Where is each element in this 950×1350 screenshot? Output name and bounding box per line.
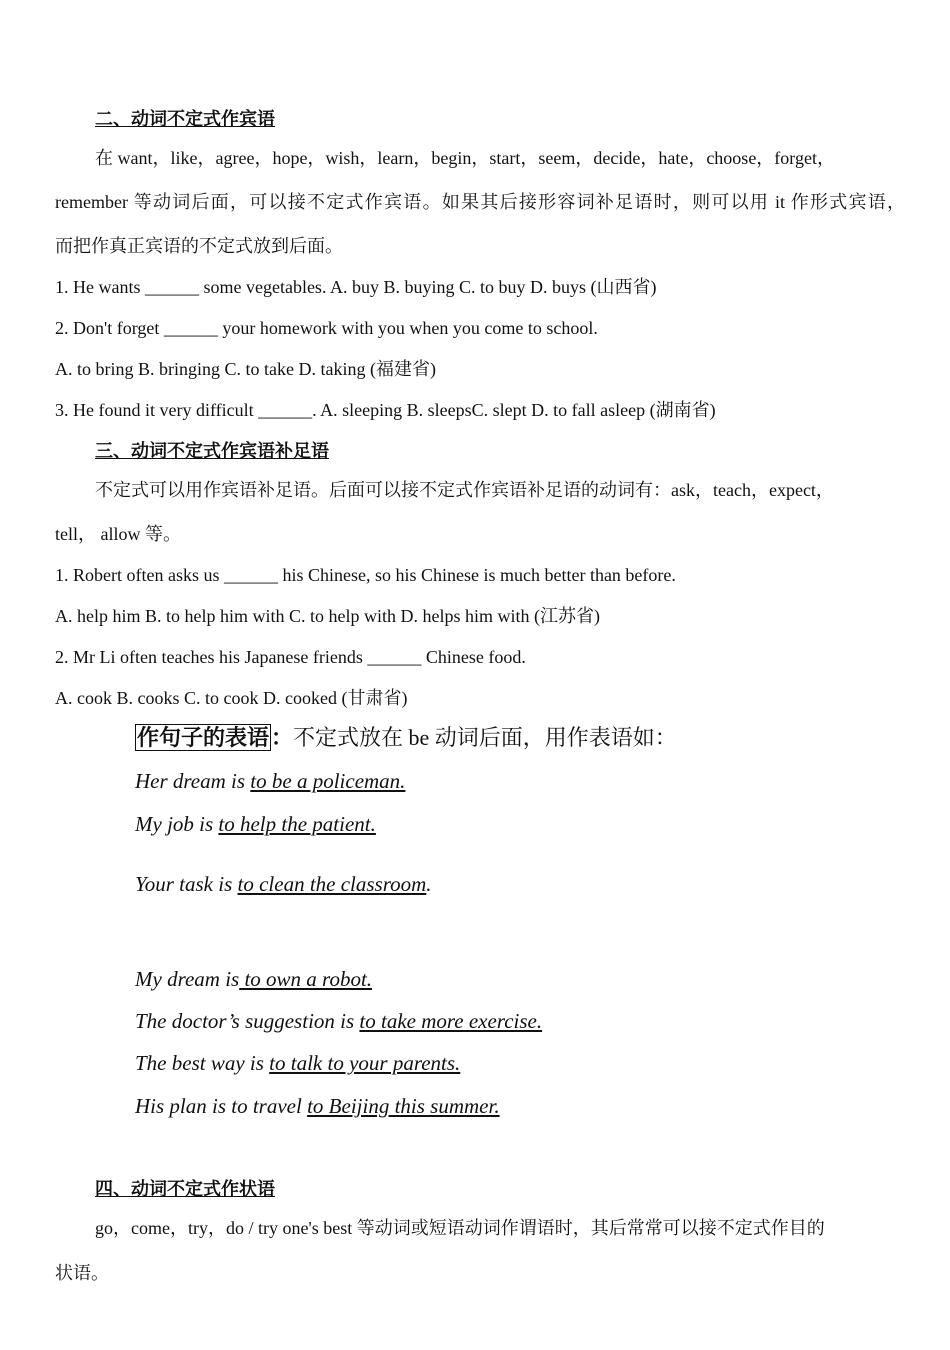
paragraph-line: 状语。	[55, 1263, 109, 1283]
example-sentence	[135, 1007, 542, 1035]
example-text: My job is	[135, 812, 219, 836]
predicative-label: 作句子的表语	[137, 725, 270, 750]
section-heading-adverbial: 四、动词不定式作状语	[95, 1179, 275, 1199]
example-sentence	[135, 870, 432, 898]
predicative-colon: ：	[271, 725, 294, 750]
example-sentence	[135, 965, 372, 993]
paragraph-line: tell， allow 等。	[55, 524, 181, 544]
question-1: 1. He wants ______ some vegetables. A. buy B. buying C. to buy D. buys (山西省)	[55, 277, 657, 297]
example-underlined: to own a robot.	[239, 967, 373, 991]
example-sentence	[135, 767, 405, 795]
example-underlined: to help the patient.	[218, 812, 376, 836]
example-text: Her dream is	[135, 769, 251, 793]
example-sentence	[135, 810, 376, 838]
question-1: 1. Robert often asks us ______ his Chinese, so his Chinese is much better than before.	[55, 565, 676, 585]
example-underlined: to Beijing this summer.	[307, 1094, 500, 1118]
paragraph-line: remember 等动词后面，可以接不定式作宾语。如果其后接形容词补足语时，则可以用 it 作形式宾语，	[55, 192, 905, 212]
question-2: 2. Don't forget ______ your homework with you when you come to school.	[55, 318, 598, 338]
question-3: 3. He found it very difficult ______. A. sleeping B. sleepsC. slept D. to fall asleep (湖南省)	[55, 400, 716, 420]
example-text: Your task is	[135, 872, 238, 896]
example-text: .	[426, 872, 432, 896]
section-heading-object: 二、动词不定式作宾语	[95, 109, 275, 129]
predicative-text: 不定式放在 be 动词后面，用作表语如：	[293, 725, 677, 750]
paragraph-line: 而把作真正宾语的不定式放到后面。	[55, 236, 343, 256]
example-underlined: to take more exercise.	[359, 1009, 543, 1033]
example-underlined: to be a policeman.	[250, 769, 406, 793]
example-sentence	[135, 1049, 460, 1077]
predicative-intro	[135, 723, 677, 753]
paragraph-line: 在 want，like，agree，hope，wish，learn，begin，start，seem，decide，hate，choose，forget，	[95, 148, 835, 168]
paragraph-line: go，come，try，do / try one's best 等动词或短语动词作谓语时，其后常常可以接不定式作目的	[95, 1218, 825, 1238]
question-2-options: A. cook B. cooks C. to cook D. cooked (甘肃省)	[55, 688, 408, 708]
question-2-options: A. to bring B. bringing C. to take D. taking (福建省)	[55, 359, 436, 379]
example-text: The doctor’s suggestion is	[135, 1009, 360, 1033]
question-2: 2. Mr Li often teaches his Japanese friends ______ Chinese food.	[55, 647, 526, 667]
question-1-options: A. help him B. to help him with C. to help with D. helps him with (江苏省)	[55, 606, 600, 626]
example-underlined: to clean the classroom	[237, 872, 427, 896]
section-heading-complement: 三、动词不定式作宾语补足语	[95, 441, 329, 461]
example-text: His plan is to travel	[135, 1094, 308, 1118]
example-underlined: to talk to your parents.	[269, 1051, 461, 1075]
example-text: My dream is	[135, 967, 240, 991]
example-sentence	[135, 1092, 500, 1120]
example-text: The best way is	[135, 1051, 270, 1075]
paragraph-line: 不定式可以用作宾语补足语。后面可以接不定式作宾语补足语的动词有：ask，teach，expect，	[95, 480, 834, 500]
